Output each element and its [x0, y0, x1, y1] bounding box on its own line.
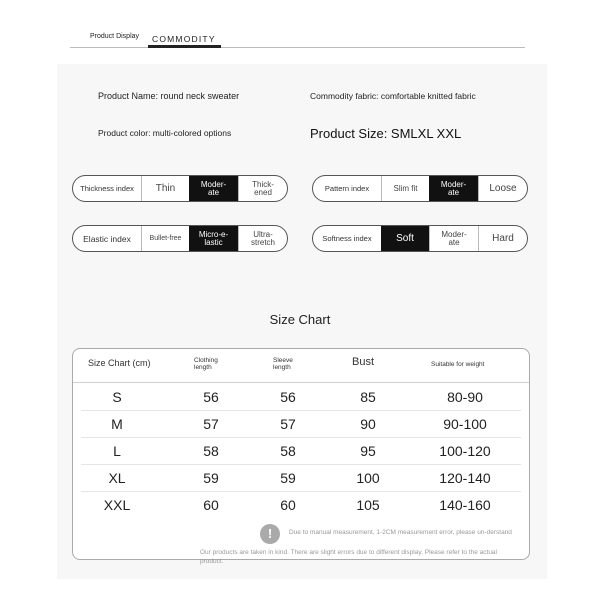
header-sleeve-length-line2: length [273, 364, 291, 371]
thickness-index-slider[interactable] [72, 175, 288, 202]
row-divider [81, 464, 521, 465]
softness-option-hard[interactable]: Hard [478, 226, 527, 251]
thickness-option-thickened[interactable] [238, 176, 287, 201]
header-clothing-length-line2: length [194, 364, 212, 371]
cell-size: S [112, 389, 122, 405]
cell-sleeve-length: 56 [280, 389, 296, 405]
header-sleeve-length [273, 357, 293, 371]
header [70, 30, 525, 50]
cell-weight: 120-140 [439, 470, 491, 486]
elastic-option-micro-elastic[interactable] [189, 226, 238, 251]
cell-sleeve-length: 58 [280, 443, 296, 459]
tab-product-display[interactable]: Product Display [90, 33, 140, 40]
display-note: Our products are taken in kind. There are slight errors due to different display. Please refer to the actual product. [200, 549, 497, 565]
thickness-option-moderate[interactable] [189, 176, 238, 201]
header-sleeve-length-line1: Sleeve [273, 357, 293, 364]
row-divider [81, 410, 521, 411]
cell-clothing-length: 59 [203, 470, 219, 486]
elastic-option-micro-elastic-line1: Micro-e- [198, 229, 229, 239]
cell-bust: 90 [360, 416, 376, 432]
softness-option-moderate-line1: Moder- [441, 229, 467, 239]
elastic-option-bullet-free[interactable]: Bullet-free [141, 226, 189, 251]
thickness-option-thickened-line2: ened [254, 187, 272, 197]
header-clothing-length-line1: Clothing [194, 357, 218, 364]
thickness-option-moderate-line1: Moder- [200, 179, 227, 189]
row-divider [81, 491, 521, 492]
table-row [73, 493, 529, 519]
commodity-fabric: Commodity fabric: comfortable knitted fabric [310, 91, 476, 101]
cell-weight: 90-100 [443, 416, 487, 432]
softness-index-label: Softness index [322, 233, 372, 243]
softness-option-moderate-line2: ate [448, 237, 460, 247]
elastic-option-ultra-stretch[interactable] [238, 226, 287, 251]
header-divider [70, 47, 525, 48]
cell-clothing-length: 57 [203, 416, 219, 432]
pattern-option-moderate[interactable] [429, 176, 478, 201]
cell-clothing-length: 56 [203, 389, 219, 405]
cell-weight: 80-90 [447, 389, 483, 405]
header-active-underline [148, 45, 221, 48]
pattern-option-loose[interactable]: Loose [478, 176, 527, 201]
cell-clothing-length: 60 [203, 497, 219, 513]
table-row [73, 466, 529, 492]
size-chart-header [73, 349, 529, 383]
cell-size: XXL [103, 497, 131, 513]
cell-sleeve-length: 57 [280, 416, 296, 432]
cell-size: M [111, 416, 123, 432]
cell-weight: 100-120 [439, 443, 491, 459]
elastic-option-ultra-stretch-line2: stretch [250, 237, 275, 247]
cell-bust: 105 [356, 497, 380, 513]
header-clothing-length [194, 357, 218, 371]
product-color: Product color: multi-colored options [98, 128, 232, 138]
thickness-option-thin[interactable]: Thin [141, 176, 189, 201]
thickness-option-moderate-line2: ate [207, 187, 220, 197]
pattern-index-label: Pattern index [324, 183, 370, 193]
header-suitable-weight: Suitable for weight [431, 361, 485, 368]
header-size-chart: Size Chart (cm) [88, 358, 151, 368]
cell-weight: 140-160 [439, 497, 491, 513]
measurement-note: Due to manual measurement, 1-2CM measurement error, please un-derstand [289, 529, 512, 536]
pattern-option-moderate-line1: Moder- [440, 179, 467, 189]
table-row [73, 385, 529, 411]
softness-option-moderate[interactable] [429, 226, 478, 251]
cell-sleeve-length: 59 [280, 470, 296, 486]
thickness-option-thickened-line1: Thick- [252, 179, 274, 189]
size-chart-title: Size Chart [269, 312, 331, 327]
pattern-index-slider[interactable] [312, 175, 528, 202]
tab-commodity[interactable]: COMMODITY [152, 34, 216, 44]
row-divider [81, 437, 521, 438]
elastic-option-micro-elastic-line2: lastic [204, 237, 223, 247]
table-row [73, 439, 529, 465]
pattern-option-slim-fit[interactable]: Slim fit [381, 176, 429, 201]
header-bust: Bust [352, 356, 375, 368]
elastic-index-slider[interactable] [72, 225, 288, 252]
cell-size: L [113, 443, 121, 459]
elastic-option-ultra-stretch-line1: Ultra- [253, 229, 273, 239]
elastic-index-label: Elastic index [83, 233, 131, 244]
softness-option-soft[interactable]: Soft [381, 226, 429, 251]
cell-bust: 85 [360, 389, 376, 405]
product-name: Product Name: round neck sweater [98, 91, 240, 101]
cell-bust: 95 [360, 443, 376, 459]
cell-bust: 100 [356, 470, 380, 486]
product-size: Product Size: SMLXL XXL [310, 126, 462, 141]
cell-sleeve-length: 60 [280, 497, 296, 513]
info-icon: ! [260, 524, 280, 544]
cell-clothing-length: 58 [203, 443, 219, 459]
table-row [73, 412, 529, 438]
pattern-option-moderate-line2: ate [447, 187, 460, 197]
thickness-index-label: Thickness index [80, 183, 134, 193]
softness-index-slider[interactable] [312, 225, 528, 252]
cell-size: XL [108, 470, 126, 486]
